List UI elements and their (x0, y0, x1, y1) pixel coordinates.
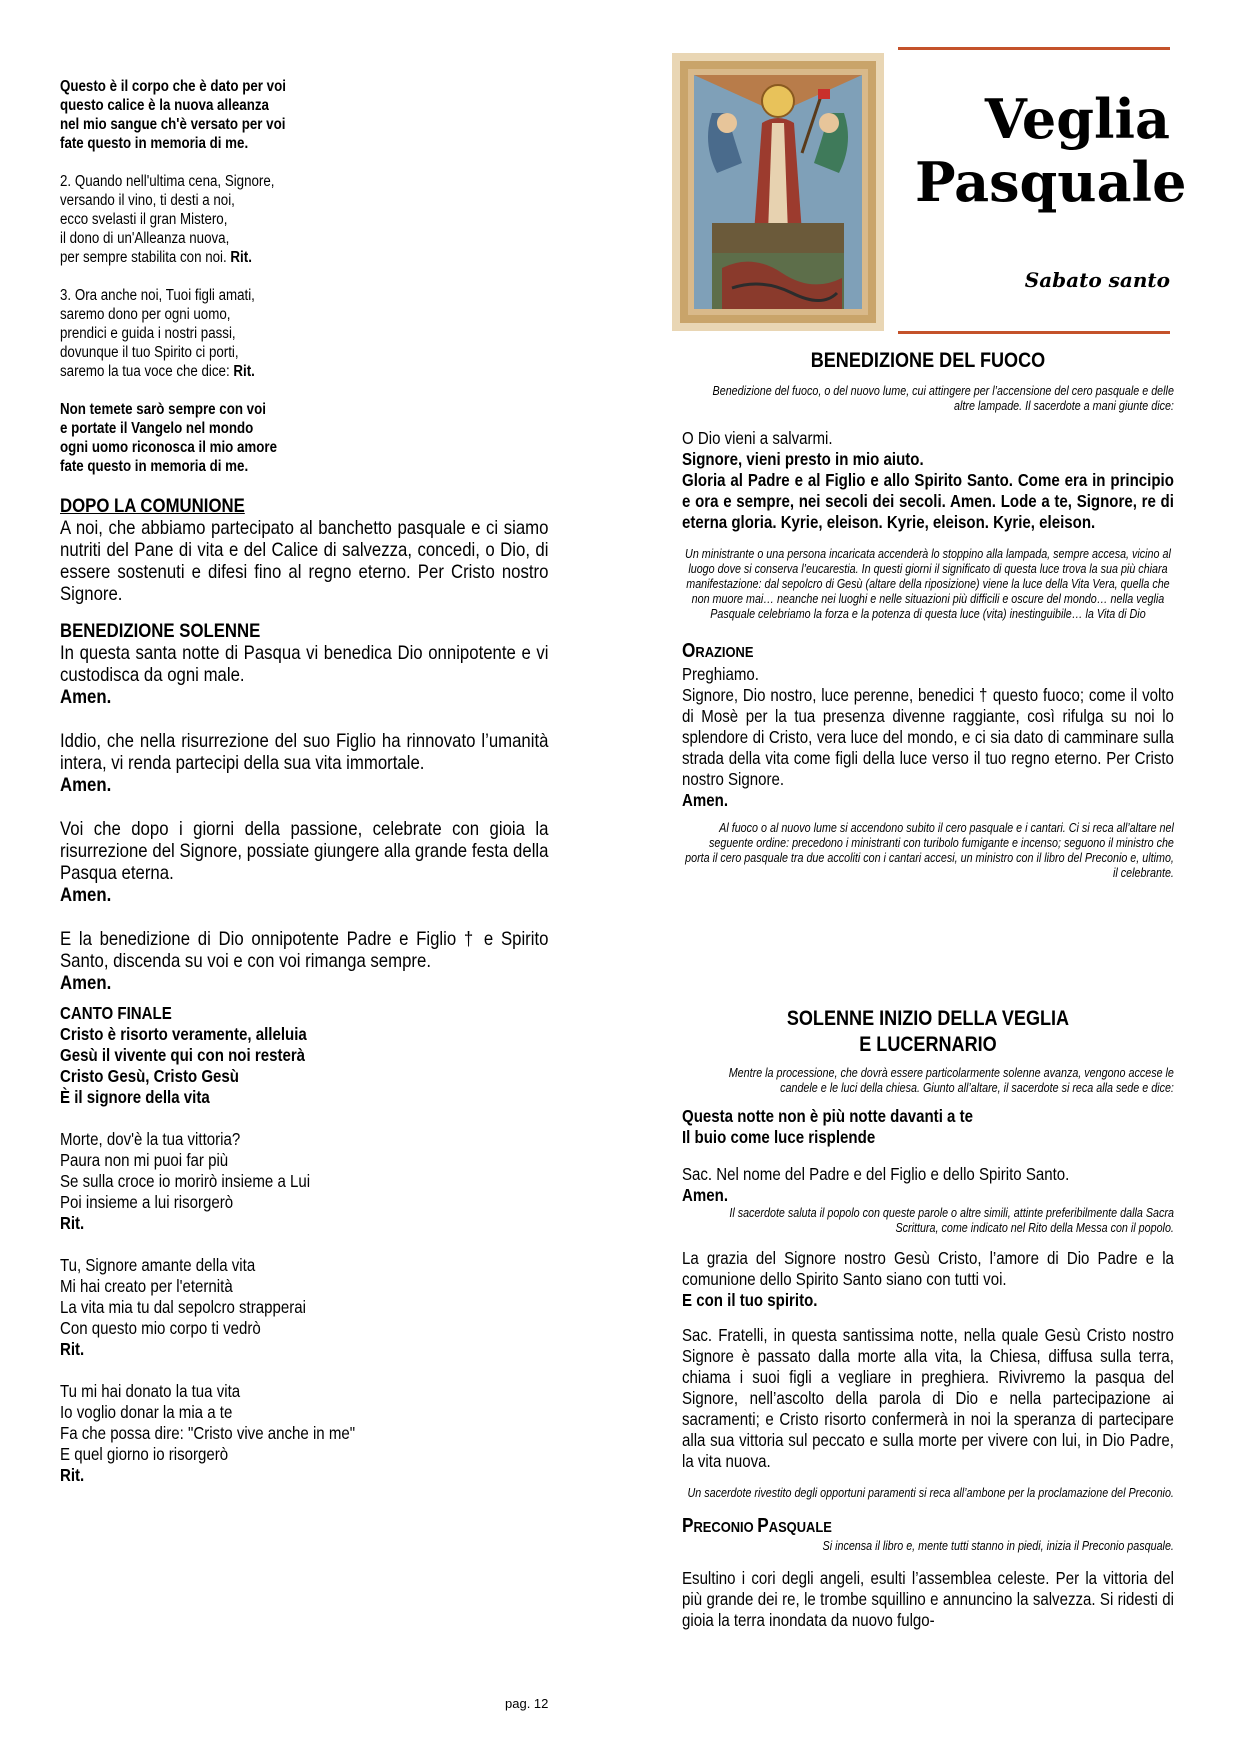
verse-2-text: 2. Quando nell'ultima cena, Signore, versando il vino, ti desti a noi, ecco svelasti il gran Mistero, il dono di un'Alleanza nuova, per sempre stabilita con noi. (60, 173, 275, 266)
rit-label: Rit. (60, 1213, 85, 1233)
solenne-inizio-section (682, 1006, 1174, 1631)
benedizione-solenne-section (60, 620, 550, 994)
refrain-2-text: Non temete sarò sempre con voi e portate il Vangelo nel mondo ogni uomo riconosca il mio amore fate questo in memoria di me. (60, 401, 278, 475)
section-title: SOLENNE INIZIO DELLA VEGLIA E LUCERNARIO (786, 1007, 1070, 1056)
prayer-text: Signore, Dio nostro, luce perenne, benedici † questo fuoco; come il volto di Mosè per la tua presenza divenne raggiante, così rifulga su noi lo splendore di Cristo, vera luce del mondo, e ci sia dato di camminare sulla strada della vita come figli della luce verso il tuo regno eterno. Per Cristo nostro Signore. (682, 685, 1174, 789)
prayer-intro: Preghiamo. (682, 664, 759, 684)
acclamation: Questa notte non è più notte davanti a te Il buio come luce risplende (682, 1106, 974, 1147)
canto-finale-section (60, 1003, 550, 1486)
song-refrain-2 (60, 400, 550, 476)
greeting-response: E con il tuo spirito. (682, 1290, 818, 1310)
section-title: PRECONIO PASQUALE (682, 1515, 832, 1537)
rubric-note: Benedizione del fuoco, o del nuovo lume, cui attingere per l’accensione del cero pasquale e delle altre lampade. Il sacerdote a mani giunte dice: (712, 384, 1174, 413)
rubric-note: Un sacerdote rivestito degli opportuni paramenti si reca all’ambone per la proclamazione del Preconio. (687, 1486, 1174, 1500)
resurrection-miniature-icon (672, 53, 884, 331)
song-refrain (60, 77, 550, 153)
page-number: pag. 12 (505, 1696, 549, 1711)
header-bottom-rule (898, 331, 1170, 334)
canto-verse: Morte, dov'è la tua vittoria? Paura non mi puoi far più Se sulla croce io morirò insieme a Lui Poi insieme a lui risorgerò (60, 1129, 311, 1212)
invocation-response: Signore, vieni presto in mio aiuto. Gloria al Padre e al Figlio e allo Spirito Santo. Come era in principio e ora e sempre, nei secoli dei secoli. Amen. Lode a te, Signore, re di eterna gloria. Kyrie, eleison. Kyrie, eleison. Kyrie, eleison. (682, 449, 1174, 532)
rit-label: Rit. (60, 1339, 85, 1359)
section-title: DOPO LA COMUNIONE (60, 495, 245, 517)
section-title: ORAZIONE (682, 640, 754, 662)
section-text: A noi, che abbiamo partecipato al banchetto pasquale e ci siamo nutriti del Pane di vita e del Calice di salvezza, concedi, o Dio, di essere sostenuti e difesi fino al regno eterno. Per Cristo nostro Signore. (60, 517, 549, 605)
blessing-1: In questa santa notte di Pasqua vi benedica Dio onnipotente e vi custodisca da ogni male. (60, 642, 549, 686)
page-title: Veglia Pasquale (915, 87, 1187, 214)
invocation: O Dio vieni a salvarmi. (682, 428, 833, 448)
amen-response: Amen. (682, 1185, 728, 1205)
priest-address: Sac. Fratelli, in questa santissima notte, nella quale Gesù Cristo nostro Signore è passato dalla morte alla vita, la Chiesa, diffusa sulla terra, chiama i suoi figli a vegliare in preghiera. Rivivremo la pasqua del Signore, nell’ascolto della parola di Dio e nella partecipazione ai sacramenti; e Cristo risorto confermerà in noi la speranza di partecipare alla sua vittoria sul peccato e sulla morte per vivere con lui, in Dio Padre, la vita nuova. (682, 1325, 1174, 1471)
greeting: La grazia del Signore nostro Gesù Cristo, l’amore di Dio Padre e la comunione dello Spirito Santo siano con tutti voi. (682, 1248, 1174, 1289)
header-top-rule (898, 47, 1170, 50)
canto-verse: Tu mi hai donato la tua vita Io voglio donar la mia a te Fa che possa dire: "Cristo vive anche in me" E quel giorno io risorgerò (60, 1381, 356, 1464)
amen-response: Amen. (60, 686, 112, 708)
blessing-4: E la benedizione di Dio onnipotente Padre e Figlio † e Spirito Santo, discenda su voi e con voi rimanga sempre. (60, 928, 549, 972)
amen-response: Amen. (60, 884, 112, 906)
amen-response: Amen. (60, 972, 112, 994)
amen-response: Amen. (60, 774, 112, 796)
priest-line: Sac. Nel nome del Padre e del Figlio e dello Spirito Santo. (682, 1164, 1070, 1184)
canto-verse: Tu, Signore amante della vita Mi hai creato per l'eternità La vita mia tu dal sepolcro strapperai Con questo mio corpo ti vedrò (60, 1255, 306, 1338)
blessing-3: Voi che dopo i giorni della passione, celebrate con gioia la risurrezione del Signore, possiate giungere alla grande festa della Pasqua eterna. (60, 818, 549, 884)
fuoco-section (682, 348, 1174, 882)
exsultet-text: Esultino i cori degli angeli, esulti l’assemblea celeste. Per la vittoria del più grande dei re, le trombe squillino e annuncino la salvezza. Si ridesti di gioia la terra inondata da nuovo fulgo- (682, 1568, 1174, 1630)
dopo-comunione-section (60, 495, 550, 605)
section-title: BENEDIZIONE DEL FUOCO (810, 349, 1046, 372)
refrain-text: Questo è il corpo che è dato per voi questo calice è la nuova alleanza nel mio sangue ch'è versato per voi fate questo in memoria di me. (60, 78, 286, 152)
verse-3-text: 3. Ora anche noi, Tuoi figli amati, saremo dono per ogni uomo, prendici e guida i nostri passi, dovunque il tuo Spirito ci porti, saremo la tua voce che dice: (60, 287, 255, 380)
rubric-note: Mentre la processione, che dovrà essere particolarmente solenne avanza, vengono accese le candele e le luci della chiesa. Giunto all’altare, il sacerdote si reca alla sede e dice: (728, 1066, 1174, 1095)
rubric-note: Il sacerdote saluta il popolo con queste parole o altre simili, attinte preferibilmente dalla Sacra Scrittura, come indicato nel Rito della Messa con il popolo. (729, 1206, 1174, 1235)
song-verse-2 (60, 172, 550, 267)
amen-response: Amen. (682, 790, 728, 810)
rubric-note: Al fuoco o al nuovo lume si accendono subito il cero pasquale e i cantari. Ci si reca all’altare nel seguente ordine: precedono i ministranti con turibolo fumigante e incenso; seguono il ministro che porta il cero pasquale tra due accoliti con i cantari accesi, un ministro con il libro del Preconio e, ultimo, il celebrante. (685, 821, 1174, 880)
rubric-note: Un ministrante o una persona incaricata accenderà lo stoppino alla lampada, sempre accesa, vicino al luogo dove si conserva l’eucarestia. In questi giorni il significato di questa luce trova la sua più chiara manifestazione: dal sepolcro di Gesù (altare della riposizione) viene la luce della Vita Vera, quella che non muore mai… neanche nei luoghi e nelle situazioni più difficili e oscure del mondo… nella veglia Pasquale celebriamo la forza e la potenza di questa luce (vita) inestinguibile… la Vita di Dio (685, 547, 1171, 621)
rubric-note: Si incensa il libro e, mente tutti stanno in piedi, inizia il Preconio pasquale. (822, 1539, 1174, 1553)
blessing-2: Iddio, che nella risurrezione del suo Figlio ha rinnovato l’umanità intera, vi renda partecipi della sua vita immortale. (60, 730, 549, 774)
rit-label: Rit. (60, 1465, 85, 1485)
page-subtitle: Sabato santo (1024, 268, 1170, 292)
rit-label: Rit. (230, 249, 252, 266)
rit-label: Rit. (233, 363, 255, 380)
canto-refrain: Cristo è risorto veramente, alleluia Gesù il vivente qui con noi resterà Cristo Gesù, Cristo Gesù È il signore della vita (60, 1024, 307, 1107)
section-title: CANTO FINALE (60, 1003, 172, 1023)
song-verse-3 (60, 286, 550, 381)
section-title: BENEDIZIONE SOLENNE (60, 620, 261, 642)
